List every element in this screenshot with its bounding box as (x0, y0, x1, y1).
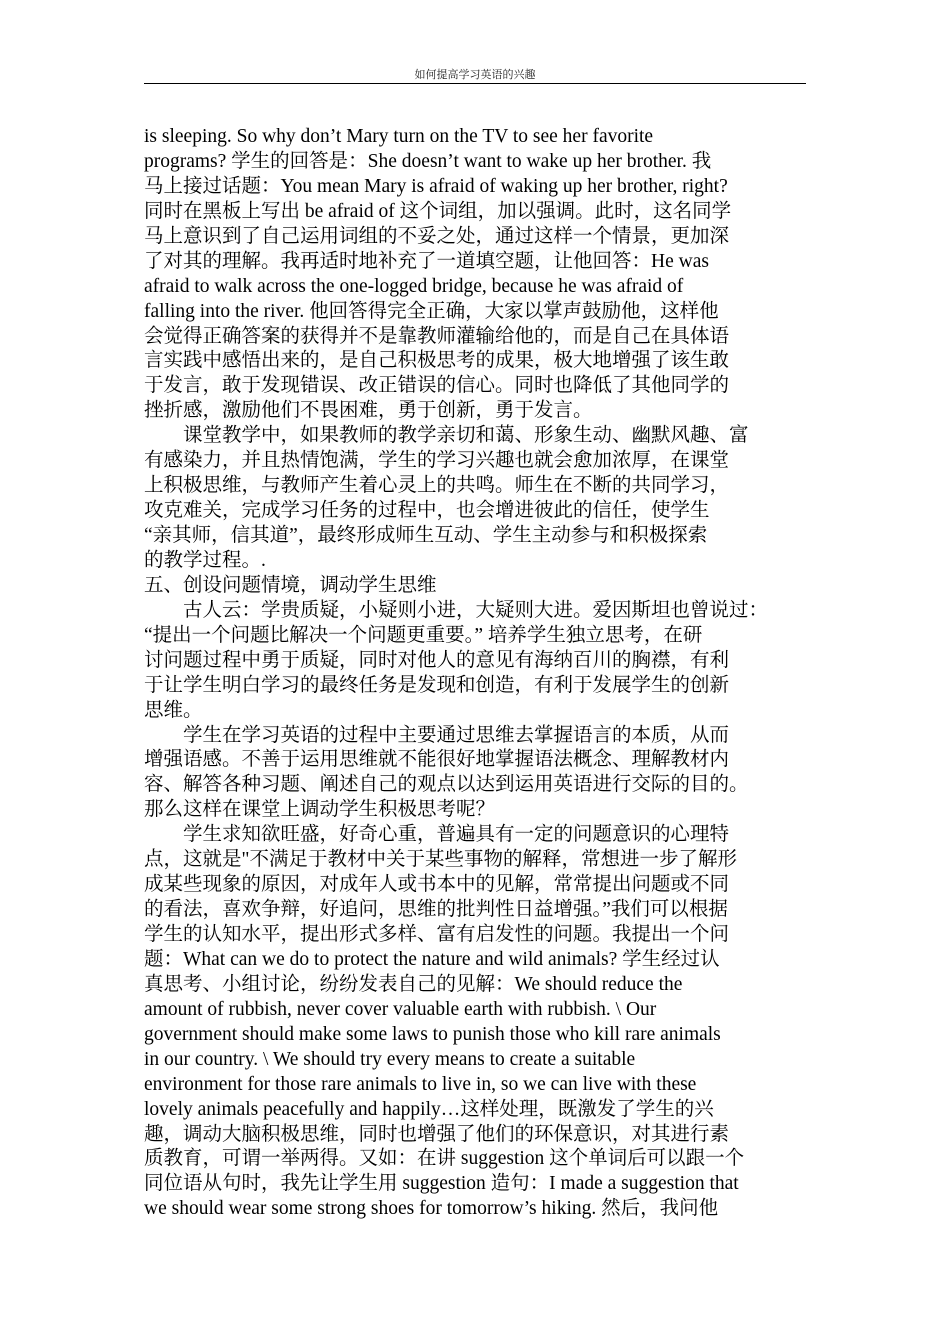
text-line: 思维。 (144, 699, 203, 721)
text-line: “亲其师，信其道”，最终形成师生互动、学生主动参与和积极探索 (144, 525, 708, 546)
text-line: 质教育，可谓一举两得。又如：在讲 suggestion 这个单词后可以跟一个 (144, 1148, 745, 1170)
text-line: we should wear some strong shoes for tomorrow’s hiking. 然后，我问他 (144, 1198, 719, 1220)
text-line: 的教学过程。. (144, 549, 266, 571)
text-line: 学生在学习英语的过程中主要通过思维去掌握语言的本质，从而 (183, 724, 730, 746)
text-line: 会觉得正确答案的获得并不是靠教师灌输给他的，而是自己在具体语 (144, 325, 730, 347)
text-line: 趣，调动大脑积极思维，同时也增强了他们的环保意识，对其进行素 (144, 1123, 730, 1145)
text-line: 攻克难关，完成学习任务的过程中，也会增进彼此的信任，使学生 (144, 500, 710, 522)
text-line: 于发言，敢于发现错误、改正错误的信心。同时也降低了其他同学的 (144, 375, 730, 397)
text-line: 古人云：学贵质疑，小疑则小进，大疑则大进。爱因斯坦也曾说过： (183, 599, 769, 621)
text-line: lovely animals peacefully and happily…这样处理，既激发了学生的兴 (144, 1098, 714, 1120)
text-line: is sleeping. So why don’t Mary turn on the TV to see her favorite (144, 126, 654, 147)
text-line: 课堂教学中，如果教师的教学亲切和蔼、形象生动、幽默风趣、富 (183, 425, 749, 447)
text-line: 真思考、小组讨论，纷纷发表自己的见解：We should reduce the (144, 973, 683, 995)
text-line: 言实践中感悟出来的，是自己积极思考的成果，极大地增强了该生敢 (144, 350, 730, 372)
text-line: 五、创设问题情境，调动学生思维 (144, 574, 437, 596)
text-line: government should make some laws to punish those who kill rare animals (144, 1023, 721, 1045)
text-line: 同位语从句时，我先让学生用 suggestion 造句：I made a suggestion that (144, 1173, 739, 1195)
text-line: 增强语感。不善于运用思维就不能很好地掌握语法概念、理解教材内 (144, 749, 730, 771)
text-line: 那么这样在课堂上调动学生积极思考呢？ (144, 799, 496, 821)
text-line: 成某些现象的原因，对成年人或书本中的见解，常常提出问题或不同 (144, 874, 730, 896)
body-text (144, 125, 809, 1222)
text-line: amount of rubbish, never cover valuable earth with rubbish. \ Our (144, 998, 657, 1020)
text-line: 的看法，喜欢争辩，好追问，思维的批判性日益增强。”我们可以根据 (144, 899, 728, 921)
running-header-title: 如何提高学习英语的兴趣 (414, 68, 536, 81)
text-line: in our country. \ We should try every means to create a suitable (144, 1048, 636, 1070)
text-line: 容、解答各种习题、阐述自己的观点以达到运用英语进行交际的目的。 (144, 774, 749, 796)
text-line: 有感染力，并且热情饱满，学生的学习兴趣也就会愈加浓厚，在课堂 (144, 450, 730, 472)
text-line: 点，这就是"不满足于教材中关于某些事物的解释，常想进一步了解形 (144, 849, 737, 871)
text-line: 挫折感，激励他们不畏困难，勇于创新，勇于发言。 (144, 400, 593, 422)
text-line: 学生求知欲旺盛，好奇心重，普遍具有一定的问题意识的心理特 (183, 824, 730, 846)
text-line: 上积极思维，与教师产生着心灵上的共鸣。师生在不断的共同学习， (144, 475, 730, 497)
text-line: environment for those rare animals to live in, so we can live with these (144, 1073, 697, 1095)
text-line: 了对其的理解。我再适时地补充了一道填空题，让他回答：He was (144, 250, 709, 272)
text-line: 于让学生明白学习的最终任务是发现和创造，有利于发展学生的创新 (144, 674, 730, 696)
text-line: 学生的认知水平，提出形式多样、富有启发性的问题。我提出一个问 (144, 924, 730, 945)
text-line: 马上意识到了自己运用词组的不妥之处，通过这样一个情景，更加深 (144, 225, 730, 247)
text-line: afraid to walk across the one-logged bridge, because he was afraid of (144, 275, 684, 297)
text-line: 马上接过话题：You mean Mary is afraid of waking up her brother, right? (144, 175, 728, 197)
text-line: falling into the river. 他回答得完全正确，大家以掌声鼓励他，这样他 (144, 300, 719, 322)
text-line: 讨问题过程中勇于质疑，同时对他人的意见有海纳百川的胸襟，有利 (144, 649, 730, 671)
text-line: 题：What can we do to protect the nature and wild animals? 学生经过认 (144, 948, 720, 970)
text-line: 同时在黑板上写出 be afraid of 这个词组，加以强调。此时，这名同学 (144, 200, 732, 222)
text-line: programs? 学生的回答是：She doesn’t want to wake up her brother. 我 (144, 150, 712, 172)
header-divider (144, 83, 806, 84)
text-line: “提出一个问题比解决一个问题更重要。” 培养学生独立思考，在研 (144, 624, 703, 646)
